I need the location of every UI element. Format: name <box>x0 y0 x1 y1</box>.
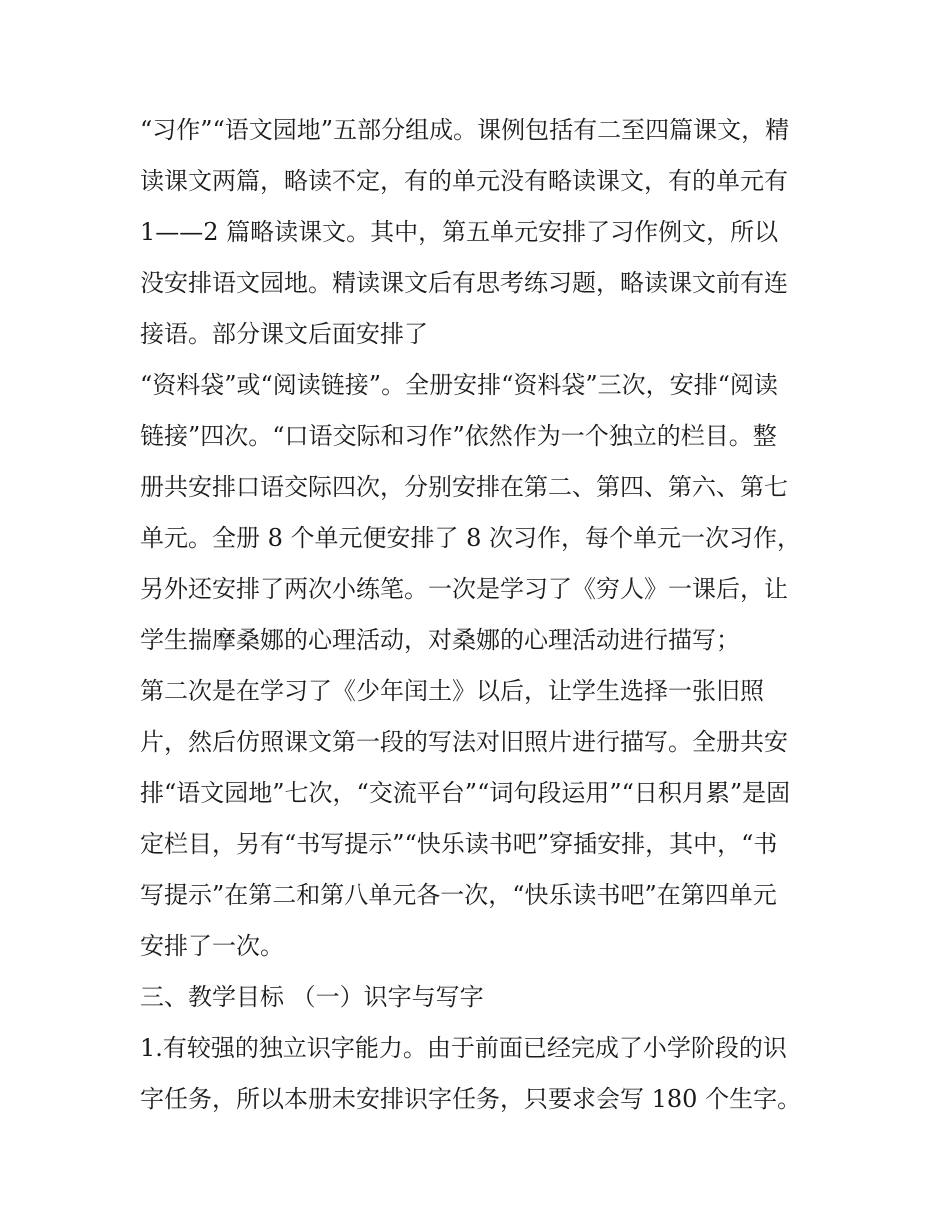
section-heading: 三、教学目标 （一）识字与写字 <box>140 983 484 1011</box>
text-line: 1——2 篇略读课文。其中，第五单元安排了习作例文，所以 <box>140 218 779 246</box>
text-line: 写提示”在第二和第八单元各一次，“快乐读书吧”在第四单元 <box>140 881 777 909</box>
text-line: “资料袋”或“阅读链接”。全册安排“资料袋”三次，安排“阅读 <box>140 371 778 399</box>
text-line: 排“语文园地”七次，“交流平台”“词句段运用”“日积月累”是固 <box>140 779 791 807</box>
text-line: 定栏目，另有“书写提示”“快乐读书吧”穿插安排，其中，“书 <box>140 830 778 858</box>
text-line: 片，然后仿照课文第一段的写法对旧照片进行描写。全册共安 <box>140 728 788 756</box>
text-line: 链接”四次。“口语交际和习作”依然作为一个独立的栏目。整 <box>140 422 777 450</box>
text-line: 读课文两篇，略读不定，有的单元没有略读课文，有的单元有 <box>140 167 788 195</box>
text-line: 安排了一次。 <box>140 932 284 960</box>
text-line: 1.有较强的独立识字能力。由于前面已经完成了小学阶段的识 <box>140 1034 787 1062</box>
document-body <box>140 105 820 1125</box>
text-line: “习作”“语文园地”五部分组成。课例包括有二至四篇课文，精 <box>140 116 790 144</box>
text-line: 单元。全册 8 个单元便安排了 8 次习作，每个单元一次习作， <box>140 524 802 552</box>
text-line: 另外还安排了两次小练笔。一次是学习了《穷人》一课后，让 <box>140 575 788 603</box>
text-line: 接语。部分课文后面安排了 <box>140 320 428 348</box>
text-line: 没安排语文园地。精读课文后有思考练习题，略读课文前有连 <box>140 269 788 297</box>
text-line: 字任务，所以本册未安排识字任务，只要求会写 180 个生字。 <box>140 1085 802 1113</box>
text-line: 第二次是在学习了《少年闰土》以后，让学生选择一张旧照 <box>140 677 764 705</box>
text-line: 册共安排口语交际四次，分别安排在第二、第四、第六、第七 <box>140 473 788 501</box>
text-line: 学生揣摩桑娜的心理活动，对桑娜的心理活动进行描写； <box>140 626 740 654</box>
